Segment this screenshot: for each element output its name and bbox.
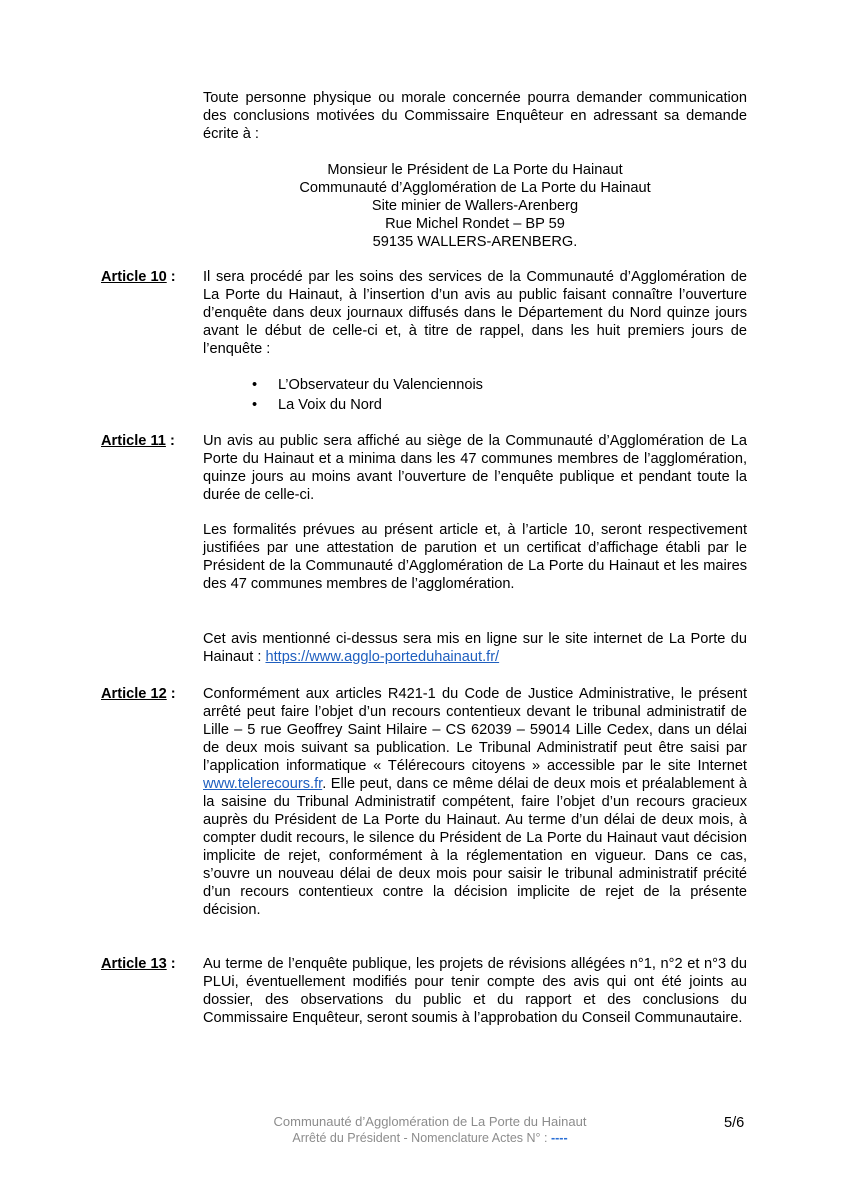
article-13-text: Au terme de l’enquête publique, les projets de révisions allégées n°1, n°2 et n°3 du PLUi, éventuellement modifiés pour tenir compte des avis qui ont été joints au dossier, des observations du public et du rapport et des conclusions du Commissaire Enquêteur, seront soumis à l’approbation du Conseil Communautaire. — [203, 956, 747, 1026]
article-11-paragraph-1: Un avis au public sera affiché au siège de la Communauté d’Agglomération de La Porte du Hainaut et a minima dans les 47 communes membres de l’agglomération, quinze jours au moins avant l’ouverture de l’enquête publique et pendant toute la durée de celle-ci. — [203, 433, 747, 503]
intro-paragraph: Toute personne physique ou morale concernée pourra demander communication des conclusions motivées du Commissaire Enquêteur en adressant sa demande écrite à : — [203, 90, 747, 142]
bullet-icon: • — [252, 397, 258, 413]
article-10-label: Article 10 : — [101, 269, 176, 285]
article-13-label: Article 13 : — [101, 956, 176, 972]
act-number: ---- — [550, 1131, 568, 1145]
address-line: 59135 WALLERS-ARENBERG. — [372, 234, 578, 250]
footer-organization: Communauté d’Agglomération de La Porte du Hainaut — [273, 1114, 587, 1129]
bullet-icon: • — [252, 377, 258, 393]
newspaper-list — [250, 375, 483, 415]
list-item: • La Voix du Nord — [252, 397, 382, 413]
address-block — [203, 161, 747, 251]
address-line: Monsieur le Président de La Porte du Hainaut — [327, 162, 623, 178]
list-item: • L’Observateur du Valenciennois — [252, 377, 483, 393]
article-11-label-text: Article 11 — [101, 433, 166, 449]
article-12-text: Conformément aux articles R421-1 du Code de Justice Administrative, le présent arrêté peut faire l’objet d’un recours contentieux devant le tribunal administratif de Lille – 5 rue Geoffrey Saint Hilaire – CS 62039 – 59014 Lille Cedex, dans un délai de deux mois suivant sa publication. Le Tribunal Administratif peut être saisi par l’application informatique « Télérecours citoyens » accessible par le site Internet www.telerecours.fr. Elle peut, dans ce même délai de deux mois et préalablement à la saisine du Tribunal Administratif compétent, faire l’objet d’un recours gracieux auprès du Président de La Porte du Hainaut. Au terme d’un délai de deux mois, à compter dudit recours, le silence du Président de La Porte du Hainaut vaut décision implicite de rejet, conformément à la réglementation en vigueur. Dans ce cas, s’ouvre un nouveau délai de deux mois pour saisir le tribunal administratif précité d’un recours contentieux contre la décision implicite de rejet de la présente décision. — [203, 686, 747, 918]
article-12-label-text: Article 12 — [101, 686, 167, 702]
article-11-label: Article 11 : — [101, 433, 175, 449]
agglo-website-link[interactable]: https://www.agglo-porteduhainaut.fr/ — [265, 649, 500, 665]
address-line: Rue Michel Rondet – BP 59 — [385, 216, 565, 232]
address-line: Site minier de Wallers-Arenberg — [371, 198, 579, 214]
article-13-label-text: Article 13 — [101, 956, 167, 972]
page-footer — [200, 1114, 660, 1146]
footer-reference: Arrêté du Président - Nomenclature Actes N° : ---- — [292, 1131, 568, 1145]
address-line: Communauté d’Agglomération de La Porte du Hainaut — [299, 180, 651, 196]
article-12-label: Article 12 : — [101, 686, 176, 702]
page-number: 5/6 — [724, 1115, 745, 1131]
article-10-label-text: Article 10 — [101, 269, 167, 285]
telerecours-link[interactable]: www.telerecours.fr — [203, 776, 323, 792]
article-10-text: Il sera procédé par les soins des services de la Communauté d’Agglomération de La Porte du Hainaut, à l’insertion d’un avis au public faisant connaître l’ouverture d’enquête dans deux journaux diffusés dans le Département du Nord quinze jours avant le début de celle-ci et, à titre de rappel, dans les huit premiers jours de l’enquête : — [203, 269, 747, 357]
article-11-paragraph-2: Les formalités prévues au présent article et, à l’article 10, seront respectivement justifiées par une attestation de parution et un certificat d’affichage établi par le Président de la Communauté d’Agglomération de La Porte du Hainaut et les maires des 47 communes membres de l’agglomération. — [203, 522, 747, 592]
article-11-paragraph-3: Cet avis mentionné ci-dessus sera mis en ligne sur le site internet de La Porte du Hainaut : https://www.agglo-porteduhainaut.fr/ — [203, 631, 747, 665]
